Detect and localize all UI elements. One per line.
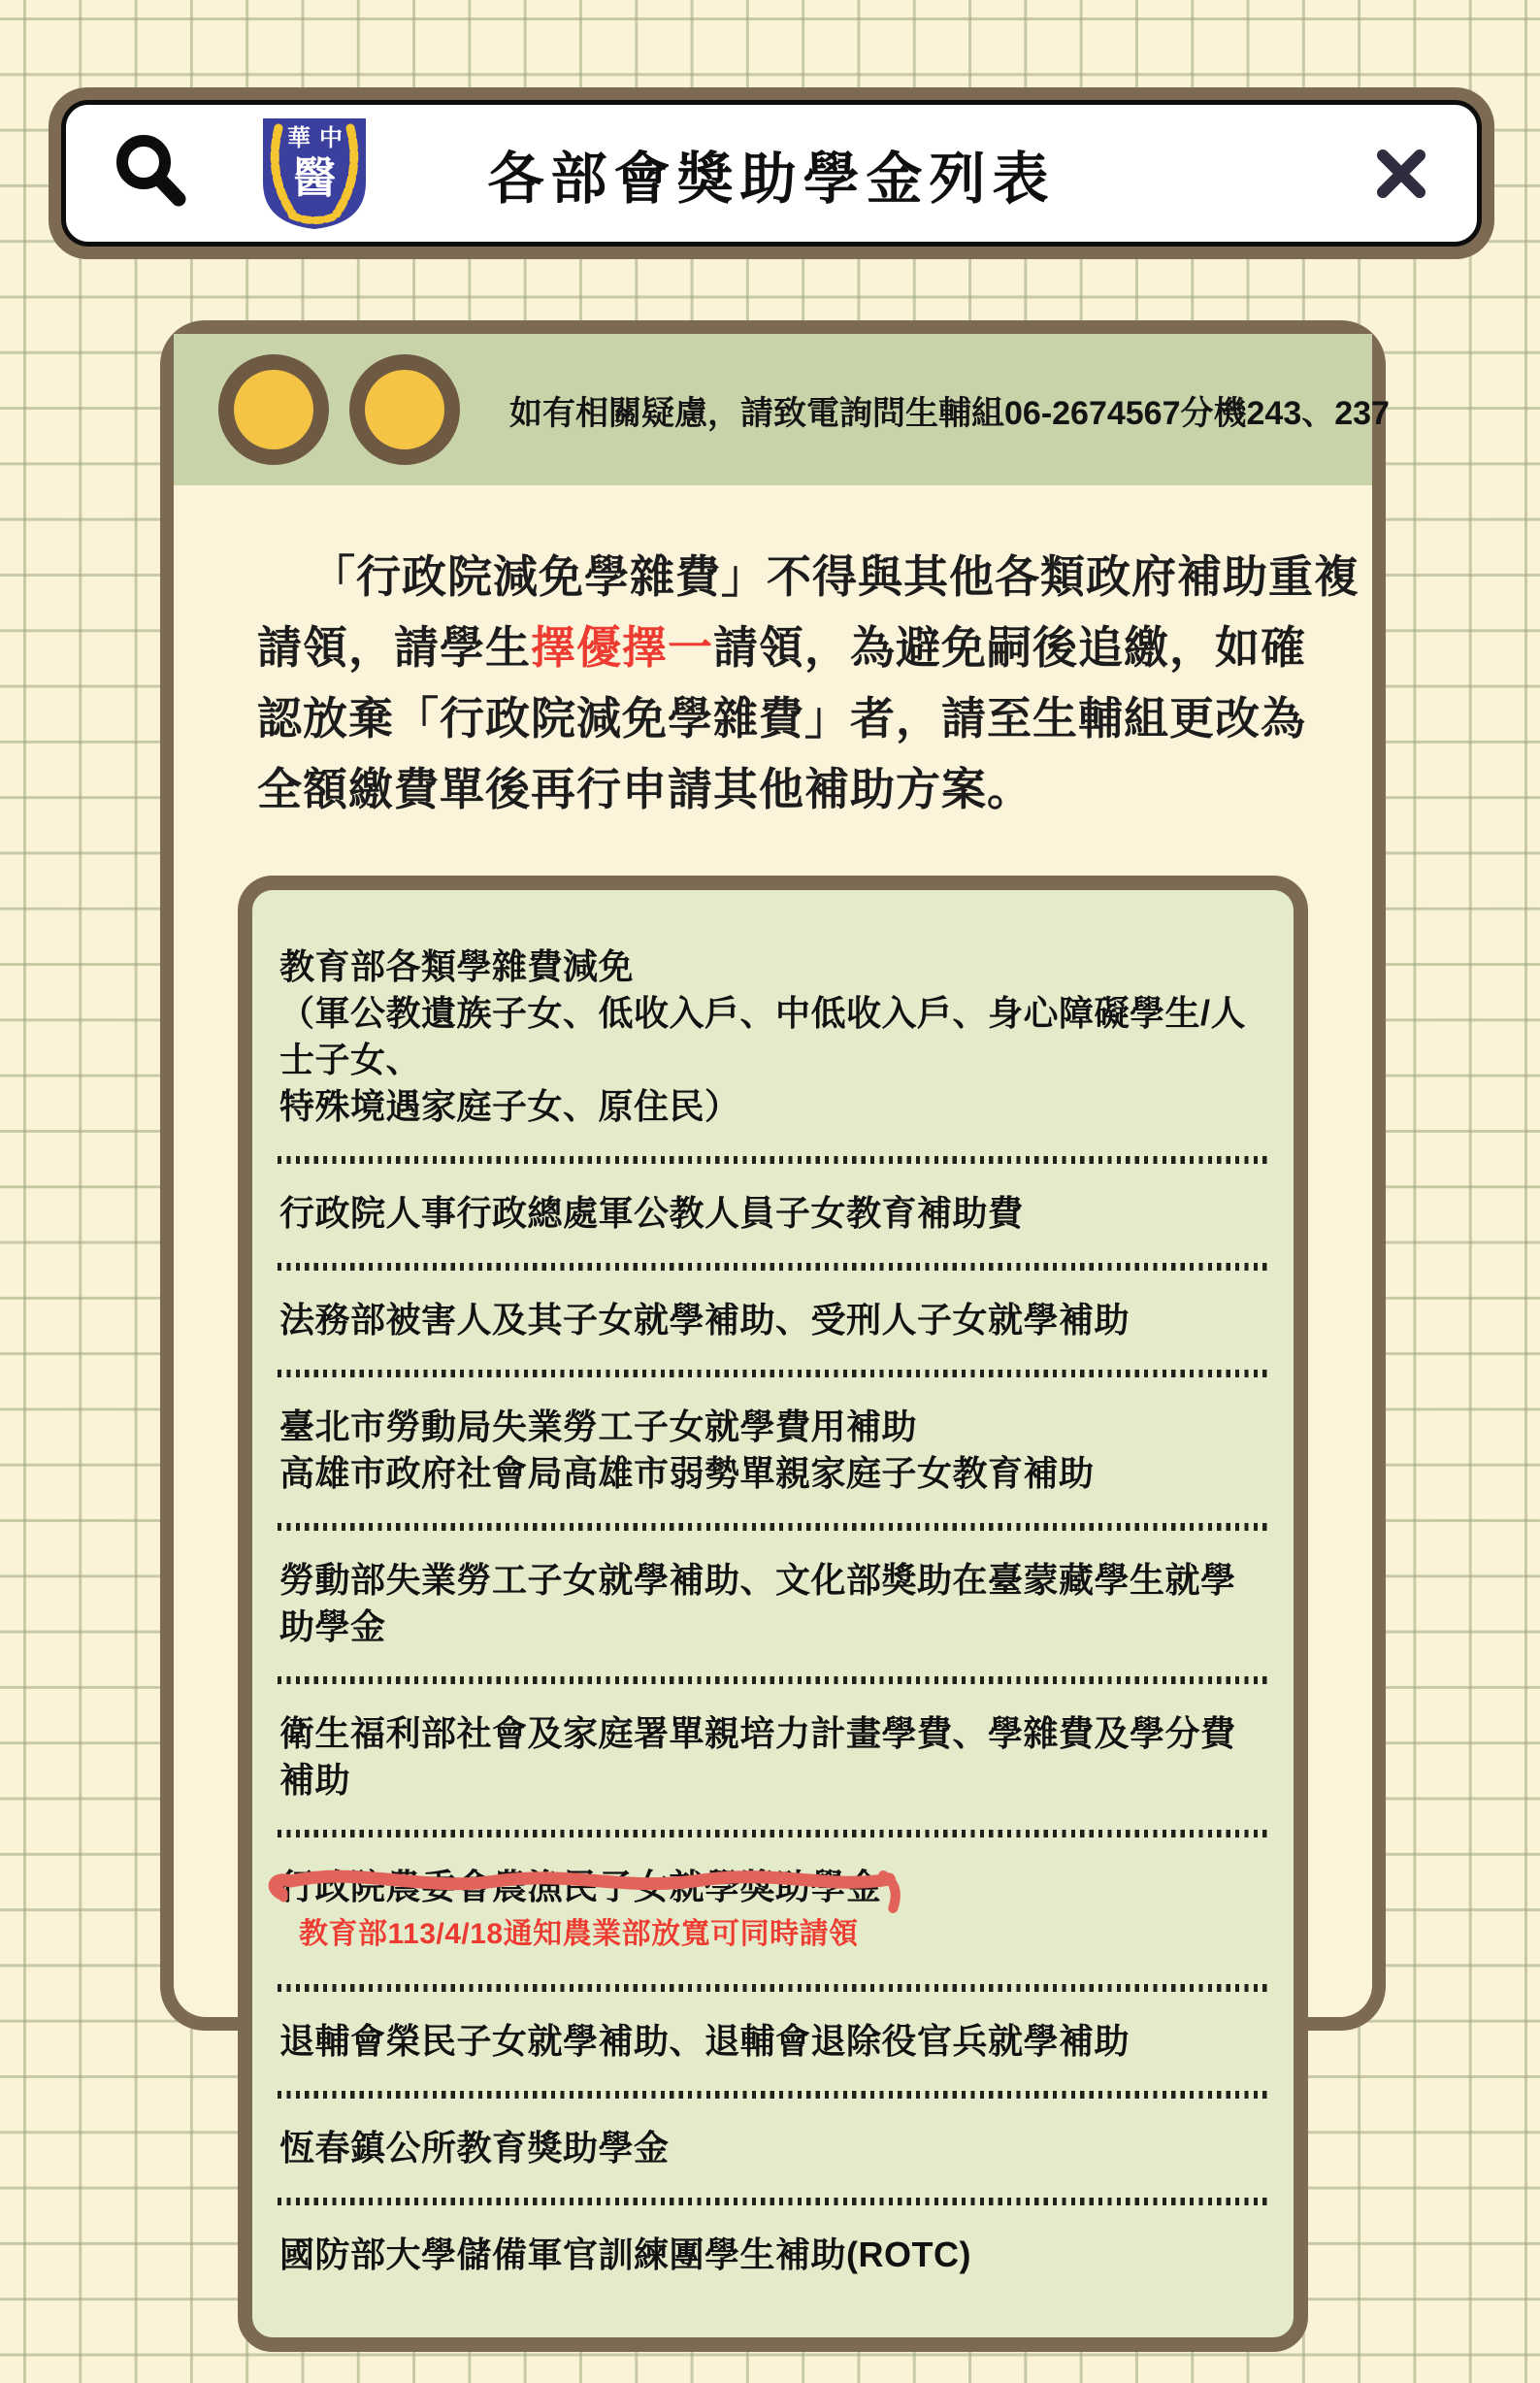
intro-paragraph xyxy=(257,542,1360,825)
svg-text:華: 華 xyxy=(287,124,311,151)
intro-line: 認放棄「行政院減免學雜費」者，請至生輔組更改為 xyxy=(257,693,1306,744)
svg-text:中: 中 xyxy=(319,124,343,151)
content-card xyxy=(160,320,1390,2274)
list-item: 恆春鎮公所教育獎助學金 xyxy=(279,2128,670,2168)
content-card-inner xyxy=(174,334,1390,2274)
list-item: 臺北市勞動局失業勞工子女就學費用補助 高雄市政府社會局高雄市弱勢單親家庭子女教育補助 xyxy=(279,1407,1095,1493)
list-item: 國防部大學儲備軍官訓練團學生補助(ROTC) xyxy=(279,2234,971,2274)
item-separator xyxy=(278,1984,1268,1992)
card-body xyxy=(174,485,1372,2383)
item-separator xyxy=(278,1156,1268,1164)
list-item: 行政院人事行政總處軍公教人員子女教育補助費 xyxy=(279,1193,1024,1233)
list-item: 勞動部失業勞工子女就學補助、文化部獎助在臺蒙藏學生就學助學金 xyxy=(279,1560,1236,1646)
contact-notice: 如有相關疑慮，請致電詢問生輔組06-2674567分機243、237 xyxy=(509,394,1390,432)
intro-line: 全額繳費單後再行申請其他補助方案。 xyxy=(257,764,1032,814)
strikethrough-scribble xyxy=(266,1861,913,1911)
page-title: 各部會獎助學金列表 xyxy=(487,147,1056,211)
list-item xyxy=(278,1839,1268,1982)
list-item: 法務部被害人及其子女就學補助、受刑人子女就學補助 xyxy=(279,1300,1130,1340)
svg-text:醫: 醫 xyxy=(293,153,336,202)
item-separator xyxy=(278,1370,1268,1377)
close-button[interactable] xyxy=(1376,149,1426,199)
title-bar xyxy=(49,87,1494,259)
item-separator xyxy=(278,1263,1268,1271)
scholarship-list xyxy=(238,876,1308,2352)
item-separator xyxy=(278,2091,1268,2099)
notice-bar xyxy=(174,334,1390,485)
decorative-circle-icon xyxy=(349,354,460,465)
decorative-circle-icon xyxy=(218,354,329,465)
item-note: 教育部113/4/18通知農業部放寬可同時請領 xyxy=(299,1918,859,1950)
list-item: 衛生福利部社會及家庭署單親培力計畫學費、學雜費及學分費補助 xyxy=(279,1713,1236,1800)
intro-line: 請領，請學生擇優擇一請領，為避免嗣後追繳，如確 xyxy=(257,622,1306,673)
item-separator xyxy=(278,1676,1268,1684)
item-separator xyxy=(278,2198,1268,2205)
list-item: 退輔會榮民子女就學補助、退輔會退除役官兵就學補助 xyxy=(279,2021,1130,2061)
item-separator xyxy=(278,1523,1268,1531)
intro-line: 「行政院減免學雜費」不得與其他各類政府補助重複 xyxy=(311,551,1360,602)
struck-text: 行政院農委會農漁民子女就學獎助學金 xyxy=(279,1864,882,1910)
list-item: 教育部各類學雜費減免 （軍公教遺族子女、低收入戶、中低收入戶、身心障礙學生/人士子女、 特殊境遇家庭子女、原住民） xyxy=(279,946,1247,1126)
title-bar-inner xyxy=(61,100,1482,247)
item-separator xyxy=(278,1830,1268,1837)
